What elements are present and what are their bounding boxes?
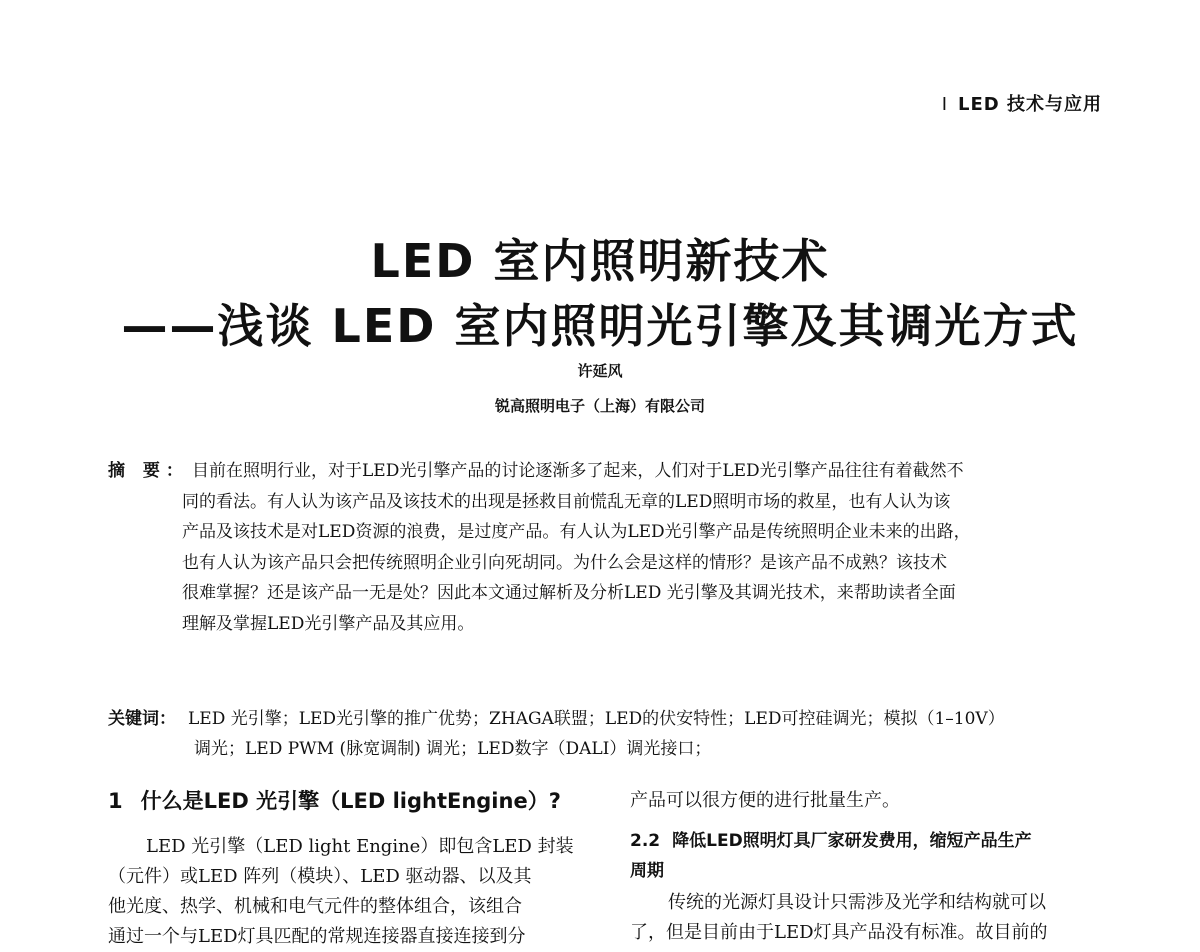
body-line: 通过一个与LED灯具匹配的常规连接器直接连接到分 <box>108 926 526 947</box>
keywords-line: 调光；LED PWM (脉宽调制) 调光；LED数字（DALI）调光接口； <box>194 739 712 759</box>
right-column-top-text <box>630 786 1110 816</box>
abstract-label: 摘 要： <box>108 461 189 481</box>
abstract-line: 同的看法。有人认为该产品及该技术的出现是拯救目前慌乱无章的LED照明市场的救星，也有人认为该 <box>182 491 951 512</box>
abstract-line: 目前在照明行业，对于LED光引擎产品的讨论逐渐多了起来，人们对于LED光引擎产品往往有着截然不 <box>192 461 964 481</box>
column-tag-text: LED 技术与应用 <box>958 94 1102 115</box>
section-2-2-heading <box>630 826 1110 886</box>
section-1-number: 1 <box>108 789 123 813</box>
keywords-line: LED 光引擎；LED光引擎的推广优势；ZHAGA联盟；LED的伏安特性；LED可控硅调光；模拟（1–10V） <box>188 709 1005 729</box>
column-tag <box>942 90 1102 116</box>
abstract-line: 很难掌握？还是该产品一无是处？因此本文通过解析及分析LED 光引擎及其调光技术，来帮助读者全面 <box>182 583 956 603</box>
keywords-label: 关键词： <box>108 709 176 729</box>
keywords-text <box>188 704 1108 764</box>
right-column <box>630 786 1110 948</box>
left-column <box>108 786 588 952</box>
body-line: 产品可以很方便的进行批量生产。 <box>630 790 900 811</box>
article-subtitle: ——浅谈 LED 室内照明光引擎及其调光方式 <box>121 299 1079 353</box>
section-2-2-body <box>630 888 1110 948</box>
body-line: LED 光引擎（LED light Engine）即包含LED 封装 <box>146 836 574 857</box>
section-1-body <box>108 832 588 952</box>
author-affiliation: 锐高照明电子（上海）有限公司 <box>494 397 705 415</box>
abstract-line: 产品及该技术是对LED资源的浪费，是过度产品。有人认为LED光引擎产品是传统照明企业未来的出路， <box>182 522 971 542</box>
abstract-line: 也有人认为该产品只会把传统照明企业引向死胡同。为什么会是这样的情形？是该产品不成熟？该技术 <box>182 552 947 573</box>
section-1-heading <box>108 786 588 816</box>
section-1-title: 什么是LED 光引擎（LED lightEngine）? <box>140 789 561 813</box>
abstract-text <box>182 456 1108 639</box>
abstract-line: 理解及掌握LED光引擎产品及其应用。 <box>182 613 475 634</box>
abstract-block <box>108 456 1108 639</box>
column-tag-bar: I <box>941 94 949 115</box>
body-line: （元件）或LED 阵列（模块）、LED 驱动器、以及其 <box>108 866 532 887</box>
section-2-2-title-line1: 降低LED照明灯具厂家研发费用，缩短产品生产 <box>672 831 1032 851</box>
body-line: 了，但是目前由于LED灯具产品没有标准。故目前的 <box>630 922 1048 943</box>
body-line: 他光度、热学、机械和电气元件的整体组合，该组合 <box>108 896 522 917</box>
body-line: 传统的光源灯具设计只需涉及光学和结构就可以 <box>668 892 1046 913</box>
section-2-2-number: 2.2 <box>630 831 661 851</box>
article-title: LED 室内照明新技术 <box>370 234 830 288</box>
keywords-block <box>108 704 1108 764</box>
author-name: 许延风 <box>577 362 623 380</box>
section-2-2-title-line2: 周期 <box>630 861 664 881</box>
